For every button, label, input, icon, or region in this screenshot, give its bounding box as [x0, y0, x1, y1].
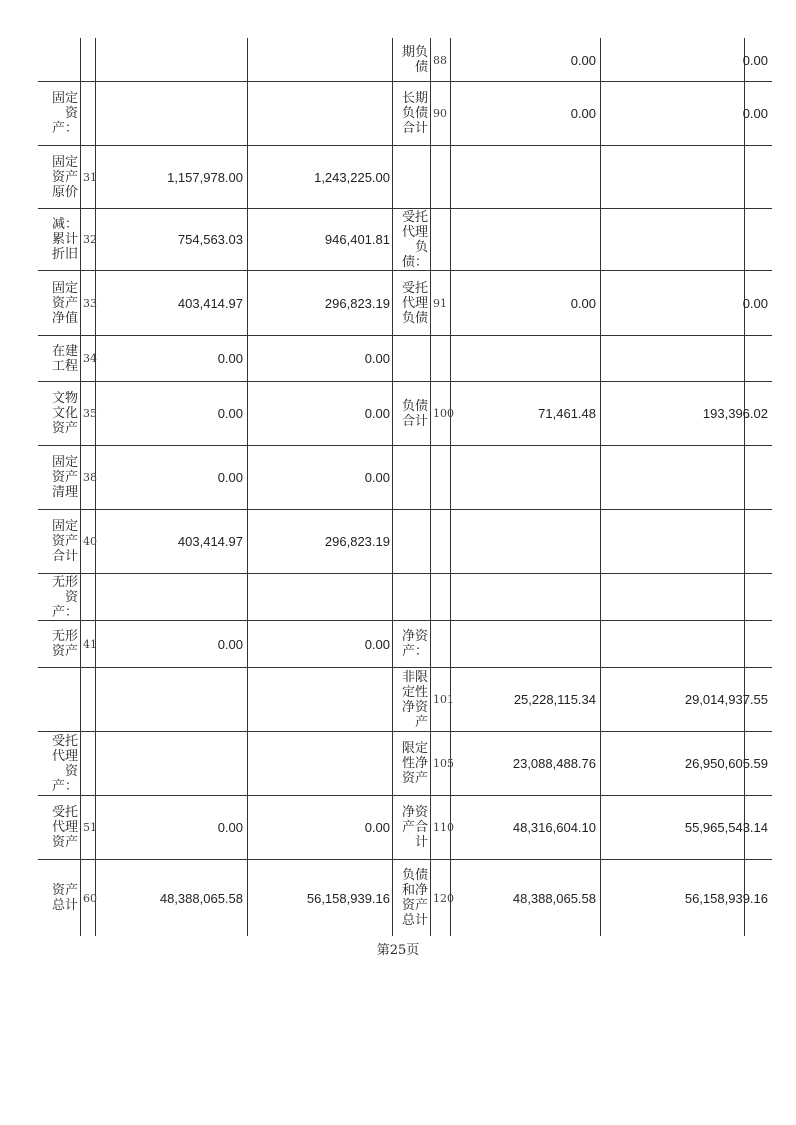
- asset-closing-balance: [248, 39, 392, 81]
- liability-opening-balance: [451, 271, 600, 335]
- asset-closing-balance: [248, 796, 392, 859]
- liability-opening-balance-text: 0.00: [570, 295, 596, 311]
- asset-closing-balance: [248, 382, 392, 445]
- asset-opening-balance-text: 0.00: [217, 636, 243, 652]
- liability-closing-balance: [601, 668, 772, 731]
- liability-item-label-text: 限定性净资产: [401, 741, 428, 786]
- liability-item-label-text: 长期负债合计: [401, 91, 428, 136]
- liability-closing-balance: [601, 446, 772, 509]
- liability-item-label-text: 受托代理负债: [401, 280, 428, 326]
- liability-row-number: [431, 39, 450, 81]
- asset-opening-balance: [96, 146, 247, 208]
- liability-closing-balance: [601, 510, 772, 573]
- asset-item-label-text: 固定资产清理: [51, 455, 78, 500]
- asset-opening-balance: [96, 668, 247, 731]
- liability-opening-balance: [451, 574, 600, 620]
- liability-closing-balance: [601, 621, 772, 667]
- liability-row-number: [431, 621, 450, 667]
- liability-row-number-text: 120: [433, 891, 454, 905]
- asset-item-label-text: 固定资产：: [51, 91, 78, 136]
- liability-row-number: [431, 574, 450, 620]
- asset-opening-balance: [96, 732, 247, 795]
- asset-opening-balance-text: 0.00: [217, 820, 243, 835]
- liability-item-label: [393, 39, 430, 81]
- asset-row-number-text: 41: [83, 637, 97, 651]
- asset-opening-balance-text: 403,414.97: [177, 534, 243, 549]
- asset-row-number: [81, 382, 95, 445]
- liability-row-number: [431, 146, 450, 208]
- asset-opening-balance-text: 0.00: [217, 406, 243, 421]
- liability-item-label-text: 净资产合计: [401, 805, 428, 850]
- asset-closing-balance: [248, 510, 392, 573]
- asset-item-label: [41, 82, 80, 145]
- liability-opening-balance: [451, 860, 600, 936]
- asset-closing-balance-text: 1,243,225.00: [314, 169, 390, 185]
- asset-item-label: [41, 146, 80, 208]
- asset-item-label: [41, 271, 80, 335]
- asset-closing-balance-text: 56,158,939.16: [306, 890, 390, 906]
- liability-closing-balance: [601, 336, 772, 381]
- asset-opening-balance-text: 403,414.97: [177, 295, 243, 311]
- asset-row-number: [81, 621, 95, 667]
- asset-row-number: [81, 446, 95, 509]
- asset-closing-balance: [248, 732, 392, 795]
- liability-opening-balance-text: 0.00: [570, 52, 596, 68]
- asset-opening-balance-text: 48,388,065.58: [159, 890, 243, 906]
- asset-item-label-text: 减：累计折旧: [51, 217, 78, 262]
- liability-closing-balance: [601, 732, 772, 795]
- asset-item-label: [41, 336, 80, 381]
- liability-opening-balance-text: 0.00: [570, 106, 596, 121]
- liability-opening-balance: [451, 668, 600, 731]
- liability-row-number-text: 91: [433, 296, 447, 310]
- liability-row-number-text: 105: [433, 757, 454, 770]
- liability-item-label: [393, 860, 430, 936]
- asset-closing-balance: [248, 82, 392, 145]
- liability-closing-balance: [601, 82, 772, 145]
- asset-row-number-text: 35: [83, 407, 97, 420]
- liability-closing-balance-text: 0.00: [742, 52, 768, 68]
- asset-closing-balance: [248, 860, 392, 936]
- asset-opening-balance-text: 0.00: [217, 470, 243, 485]
- liability-row-number-text: 110: [433, 821, 454, 834]
- liability-item-label-text: 受托代理负债：: [401, 209, 428, 270]
- liability-item-label: [393, 574, 430, 620]
- asset-closing-balance-text: 0.00: [364, 636, 390, 652]
- asset-opening-balance: [96, 796, 247, 859]
- asset-closing-balance-text: 0.00: [364, 470, 390, 485]
- asset-item-label: [41, 510, 80, 573]
- asset-row-number-text: 34: [83, 352, 97, 365]
- liability-item-label: [393, 668, 430, 731]
- liability-row-number-text: 90: [433, 107, 447, 120]
- asset-item-label-text: 受托代理资产: [51, 805, 78, 850]
- liability-item-label-text: 负债合计: [401, 398, 428, 429]
- asset-row-number: [81, 39, 95, 81]
- liability-opening-balance: [451, 621, 600, 667]
- asset-item-label: [41, 621, 80, 667]
- liability-item-label-text: 净资产：: [401, 629, 428, 659]
- liability-closing-balance-text: 0.00: [742, 106, 768, 121]
- asset-item-label: [41, 574, 80, 620]
- liability-row-number: [431, 446, 450, 509]
- liability-opening-balance: [451, 796, 600, 859]
- liability-opening-balance: [451, 209, 600, 270]
- asset-item-label: [41, 39, 80, 81]
- liability-row-number: [431, 796, 454, 859]
- liability-row-number: [431, 336, 450, 381]
- liability-row-number: [431, 82, 450, 145]
- asset-opening-balance: [96, 271, 247, 335]
- asset-item-label: [41, 796, 80, 859]
- asset-item-label-text: 受托代理资产：: [51, 733, 78, 794]
- asset-row-number: [81, 82, 95, 145]
- liability-item-label-text: 期负债: [401, 45, 428, 75]
- asset-item-label: [41, 382, 80, 445]
- asset-closing-balance: [248, 668, 392, 731]
- asset-closing-balance: [248, 271, 392, 335]
- liability-item-label: [393, 82, 430, 145]
- liability-opening-balance: [451, 732, 600, 795]
- liability-closing-balance: [601, 382, 772, 445]
- asset-item-label-text: 无形资产: [51, 629, 78, 659]
- liability-item-label: [393, 271, 430, 335]
- asset-closing-balance: [248, 621, 392, 667]
- asset-row-number-text: 33: [83, 296, 97, 310]
- liability-row-number-text: 88: [433, 53, 447, 67]
- liability-closing-balance: [601, 860, 772, 936]
- asset-opening-balance: [96, 860, 247, 936]
- asset-row-number: [81, 668, 95, 731]
- asset-item-label-text: 无形资产：: [51, 574, 78, 620]
- liability-closing-balance-text: 55,965,543.14: [684, 820, 768, 835]
- liability-closing-balance: [601, 574, 772, 620]
- liability-item-label: [393, 446, 430, 509]
- asset-closing-balance: [248, 574, 392, 620]
- liability-opening-balance-text: 48,316,604.10: [512, 820, 596, 835]
- asset-opening-balance: [96, 39, 247, 81]
- asset-closing-balance-text: 0.00: [364, 406, 390, 421]
- asset-row-number-text: 31: [83, 170, 97, 184]
- asset-closing-balance: [248, 446, 392, 509]
- liability-item-label: [393, 732, 430, 795]
- liability-row-number: [431, 860, 454, 936]
- liability-opening-balance-text: 25,228,115.34: [513, 692, 596, 707]
- liability-item-label-text: 负债和净资产总计: [401, 868, 428, 928]
- asset-row-number-text: 51: [83, 821, 97, 834]
- liability-item-label: [393, 209, 430, 270]
- liability-closing-balance-text: 193,396.02: [702, 406, 768, 421]
- liability-row-number-text: 100: [433, 407, 454, 420]
- liability-opening-balance: [451, 39, 600, 81]
- liability-row-number: [431, 209, 450, 270]
- asset-row-number: [81, 209, 95, 270]
- liability-item-label: [393, 621, 430, 667]
- asset-row-number: [81, 146, 95, 208]
- liability-closing-balance-text: 26,950,605.59: [684, 756, 768, 771]
- asset-item-label-text: 在建工程: [51, 343, 78, 374]
- asset-row-number-text: 38: [83, 471, 97, 484]
- asset-row-number-text: 32: [83, 233, 97, 246]
- asset-row-number-text: 40: [83, 535, 97, 548]
- asset-item-label-text: 固定资产净值: [51, 280, 78, 326]
- asset-opening-balance: [96, 336, 247, 381]
- liability-closing-balance: [601, 271, 772, 335]
- asset-row-number: [81, 796, 95, 859]
- asset-item-label: [41, 446, 80, 509]
- asset-row-number: [81, 510, 95, 573]
- liability-item-label-text: 非限定性净资产: [401, 669, 428, 730]
- asset-opening-balance: [96, 574, 247, 620]
- asset-opening-balance: [96, 621, 247, 667]
- liability-row-number: [431, 271, 450, 335]
- page-number: 第25页: [376, 943, 420, 958]
- asset-closing-balance-text: 296,823.19: [324, 534, 390, 549]
- asset-item-label-text: 固定资产原价: [51, 154, 78, 200]
- asset-row-number: [81, 336, 95, 381]
- liability-opening-balance-text: 48,388,065.58: [512, 890, 596, 906]
- asset-item-label: [41, 732, 80, 795]
- liability-item-label: [393, 336, 430, 381]
- liability-item-label: [393, 146, 430, 208]
- liability-opening-balance: [451, 382, 600, 445]
- asset-opening-balance: [96, 209, 247, 270]
- liability-item-label: [393, 382, 430, 445]
- liability-closing-balance: [601, 209, 772, 270]
- liability-row-number: [431, 510, 450, 573]
- liability-opening-balance-text: 71,461.48: [538, 406, 596, 421]
- asset-closing-balance-text: 0.00: [364, 351, 390, 366]
- liability-row-number: [431, 732, 454, 795]
- asset-opening-balance: [96, 446, 247, 509]
- asset-opening-balance: [96, 510, 247, 573]
- asset-row-number-text: 60: [83, 891, 97, 905]
- asset-row-number: [81, 732, 95, 795]
- asset-item-label-text: 文物文化资产: [51, 391, 78, 436]
- liability-row-number: [431, 382, 454, 445]
- liability-closing-balance-text: 29,014,937.55: [684, 692, 768, 707]
- asset-row-number: [81, 860, 95, 936]
- asset-row-number: [81, 574, 95, 620]
- liability-row-number: [431, 668, 454, 731]
- liability-opening-balance: [451, 336, 600, 381]
- liability-row-number-text: 101: [433, 693, 454, 706]
- asset-row-number: [81, 271, 95, 335]
- asset-opening-balance-text: 754,563.03: [177, 232, 243, 247]
- asset-closing-balance-text: 296,823.19: [324, 295, 390, 311]
- asset-closing-balance: [248, 336, 392, 381]
- liability-closing-balance-text: 56,158,939.16: [684, 890, 768, 906]
- asset-opening-balance: [96, 382, 247, 445]
- liability-closing-balance: [601, 146, 772, 208]
- liability-opening-balance: [451, 146, 600, 208]
- asset-opening-balance: [96, 82, 247, 145]
- asset-closing-balance: [248, 146, 392, 208]
- asset-item-label-text: 固定资产合计: [51, 519, 78, 564]
- liability-opening-balance-text: 23,088,488.76: [512, 756, 596, 771]
- asset-opening-balance-text: 1,157,978.00: [167, 169, 243, 185]
- liability-closing-balance: [601, 39, 772, 81]
- asset-item-label: [41, 668, 80, 731]
- asset-closing-balance: [248, 209, 392, 270]
- liability-closing-balance-text: 0.00: [742, 295, 768, 311]
- asset-closing-balance-text: 946,401.81: [324, 232, 390, 247]
- liability-opening-balance: [451, 446, 600, 509]
- liability-opening-balance: [451, 510, 600, 573]
- asset-item-label: [41, 209, 80, 270]
- asset-opening-balance-text: 0.00: [217, 351, 243, 366]
- liability-opening-balance: [451, 82, 600, 145]
- liability-closing-balance: [601, 796, 772, 859]
- liability-item-label: [393, 510, 430, 573]
- asset-closing-balance-text: 0.00: [364, 820, 390, 835]
- asset-item-label: [41, 860, 80, 936]
- asset-item-label-text: 资产总计: [51, 883, 78, 913]
- liability-item-label: [393, 796, 430, 859]
